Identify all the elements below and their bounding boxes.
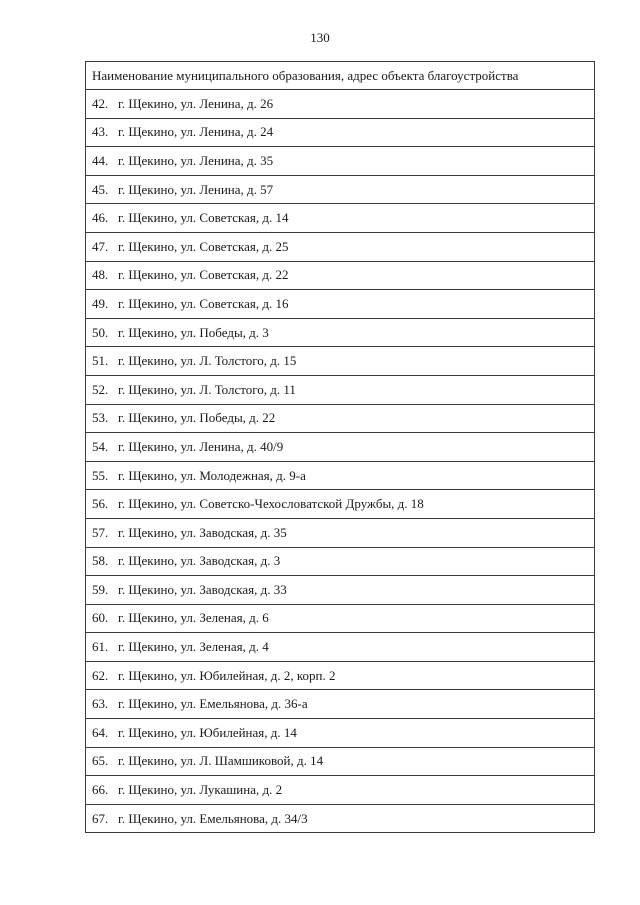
table-cell bbox=[86, 204, 595, 233]
table-cell bbox=[86, 318, 595, 347]
table-cell bbox=[86, 375, 595, 404]
table-row bbox=[86, 232, 595, 261]
row-number: 51. bbox=[92, 353, 109, 369]
table-row bbox=[86, 261, 595, 290]
row-address: г. Щекино, ул. Заводская, д. 35 bbox=[118, 524, 287, 540]
table-row bbox=[86, 690, 595, 719]
table-row bbox=[86, 576, 595, 605]
row-number: 56. bbox=[92, 496, 109, 512]
row-address: г. Щекино, ул. Л. Толстого, д. 15 bbox=[118, 353, 297, 369]
row-address: г. Щекино, ул. Ленина, д. 40/9 bbox=[118, 438, 284, 454]
table-cell bbox=[86, 661, 595, 690]
row-number: 64. bbox=[92, 724, 109, 740]
row-address: г. Щекино, ул. Заводская, д. 33 bbox=[118, 581, 287, 597]
row-number: 63. bbox=[92, 696, 109, 712]
row-address: г. Щекино, ул. Советская, д. 16 bbox=[118, 295, 289, 311]
table-cell bbox=[86, 90, 595, 119]
table-row bbox=[86, 118, 595, 147]
table-cell bbox=[86, 547, 595, 576]
table-row bbox=[86, 204, 595, 233]
table-row bbox=[86, 375, 595, 404]
row-number: 59. bbox=[92, 581, 109, 597]
row-address: г. Щекино, ул. Ленина, д. 26 bbox=[118, 95, 274, 111]
table-row bbox=[86, 776, 595, 805]
row-number: 47. bbox=[92, 238, 109, 254]
row-number: 43. bbox=[92, 124, 109, 140]
row-number: 42. bbox=[92, 95, 109, 111]
table-row bbox=[86, 433, 595, 462]
table-cell bbox=[86, 175, 595, 204]
table-row bbox=[86, 490, 595, 519]
table-cell bbox=[86, 804, 595, 833]
table-cell bbox=[86, 461, 595, 490]
table-cell bbox=[86, 232, 595, 261]
row-number: 46. bbox=[92, 210, 109, 226]
row-address: г. Щекино, ул. Юбилейная, д. 2, корп. 2 bbox=[118, 667, 336, 683]
table-cell bbox=[86, 290, 595, 319]
table-cell bbox=[86, 576, 595, 605]
row-address: г. Щекино, ул. Ленина, д. 24 bbox=[118, 124, 274, 140]
row-address: г. Щекино, ул. Емельянова, д. 36-а bbox=[118, 696, 308, 712]
row-number: 53. bbox=[92, 410, 109, 426]
row-number: 44. bbox=[92, 152, 109, 168]
row-number: 49. bbox=[92, 295, 109, 311]
table-row bbox=[86, 404, 595, 433]
row-address: г. Щекино, ул. Заводская, д. 3 bbox=[118, 553, 281, 569]
row-address: г. Щекино, ул. Советская, д. 22 bbox=[118, 267, 289, 283]
row-address: г. Щекино, ул. Победы, д. 3 bbox=[118, 324, 269, 340]
table-cell bbox=[86, 261, 595, 290]
table-cell bbox=[86, 490, 595, 519]
table-row bbox=[86, 347, 595, 376]
row-number: 67. bbox=[92, 810, 109, 826]
row-number: 55. bbox=[92, 467, 109, 483]
table-header-row bbox=[86, 62, 595, 90]
row-number: 50. bbox=[92, 324, 109, 340]
row-address: г. Щекино, ул. Советская, д. 25 bbox=[118, 238, 289, 254]
table-cell bbox=[86, 747, 595, 776]
row-address: г. Щекино, ул. Советско-Чехословатской Дружбы, д. 18 bbox=[118, 496, 424, 512]
table-row bbox=[86, 461, 595, 490]
table-row bbox=[86, 175, 595, 204]
table-row bbox=[86, 547, 595, 576]
row-address: г. Щекино, ул. Емельянова, д. 34/3 bbox=[118, 810, 308, 826]
table-row bbox=[86, 604, 595, 633]
table-row bbox=[86, 518, 595, 547]
table-cell bbox=[86, 633, 595, 662]
table-cell bbox=[86, 347, 595, 376]
table-cell bbox=[86, 118, 595, 147]
table-row bbox=[86, 719, 595, 748]
row-number: 62. bbox=[92, 667, 109, 683]
row-number: 45. bbox=[92, 181, 109, 197]
row-number: 48. bbox=[92, 267, 109, 283]
row-address: г. Щекино, ул. Молодежная, д. 9-а bbox=[118, 467, 306, 483]
row-number: 54. bbox=[92, 438, 109, 454]
row-number: 52. bbox=[92, 381, 109, 397]
table-row bbox=[86, 90, 595, 119]
table-header: Наименование муниципального образования, адрес объекта благоустройства bbox=[86, 62, 595, 90]
table-cell bbox=[86, 776, 595, 805]
table-cell bbox=[86, 719, 595, 748]
row-number: 60. bbox=[92, 610, 109, 626]
table-row bbox=[86, 633, 595, 662]
table-row bbox=[86, 804, 595, 833]
row-number: 58. bbox=[92, 553, 109, 569]
table-row bbox=[86, 147, 595, 176]
row-number: 66. bbox=[92, 782, 109, 798]
row-address: г. Щекино, ул. Зеленая, д. 6 bbox=[118, 610, 269, 626]
table-row bbox=[86, 290, 595, 319]
table-cell bbox=[86, 433, 595, 462]
row-address: г. Щекино, ул. Победы, д. 22 bbox=[118, 410, 276, 426]
row-address: г. Щекино, ул. Юбилейная, д. 14 bbox=[118, 724, 297, 740]
row-number: 61. bbox=[92, 639, 109, 655]
table-row bbox=[86, 318, 595, 347]
row-address: г. Щекино, ул. Ленина, д. 35 bbox=[118, 152, 274, 168]
table-cell bbox=[86, 518, 595, 547]
row-address: г. Щекино, ул. Зеленая, д. 4 bbox=[118, 639, 269, 655]
table-cell bbox=[86, 690, 595, 719]
table-cell bbox=[86, 404, 595, 433]
row-number: 65. bbox=[92, 753, 109, 769]
row-number: 57. bbox=[92, 524, 109, 540]
table-row bbox=[86, 661, 595, 690]
table-cell bbox=[86, 604, 595, 633]
row-address: г. Щекино, ул. Л. Толстого, д. 11 bbox=[118, 381, 296, 397]
row-address: г. Щекино, ул. Советская, д. 14 bbox=[118, 210, 289, 226]
table-row bbox=[86, 747, 595, 776]
table-cell bbox=[86, 147, 595, 176]
row-address: г. Щекино, ул. Лукашина, д. 2 bbox=[118, 782, 283, 798]
row-address: г. Щекино, ул. Л. Шамшиковой, д. 14 bbox=[118, 753, 324, 769]
address-table bbox=[85, 61, 595, 833]
row-address: г. Щекино, ул. Ленина, д. 57 bbox=[118, 181, 274, 197]
table-body bbox=[86, 90, 595, 833]
page-number: 130 bbox=[310, 30, 330, 45]
